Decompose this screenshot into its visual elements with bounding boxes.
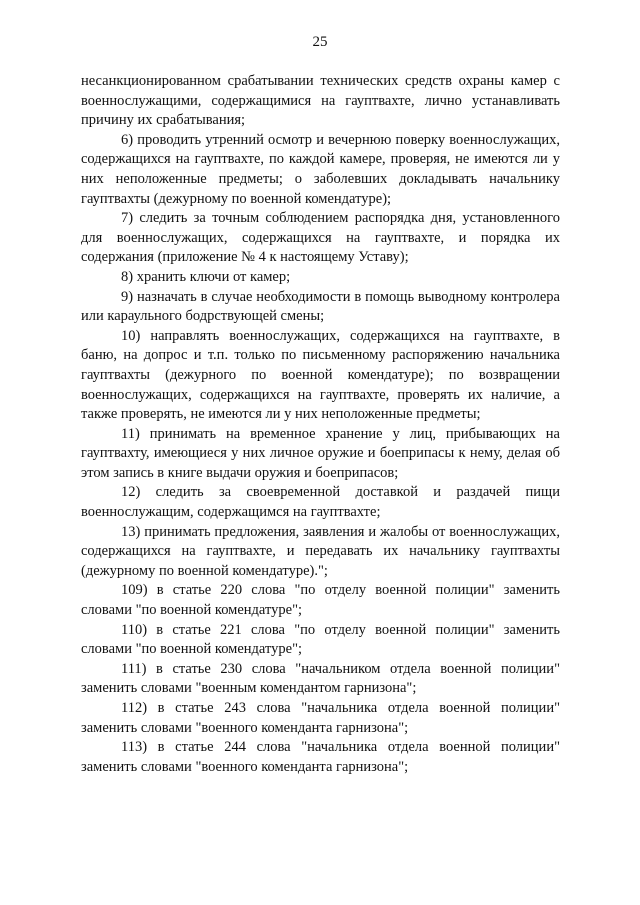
amendment-113: 113) в статье 244 слова "начальника отдела военной полиции" заменить словами "военного коменданта гарнизона"; bbox=[81, 739, 560, 775]
paragraph-item-12: 12) следить за своевременной доставкой и раздачей пищи военнослужащим, содержащимся на гауптвахте; bbox=[81, 484, 560, 521]
amendment-109: 109) в статье 220 слова "по отделу военной полиции" заменить словами "по военной комендатуре"; bbox=[81, 582, 560, 619]
amendment-110: 110) в статье 221 слова "по отделу военной полиции" заменить словами "по военной комендатуре"; bbox=[81, 621, 560, 658]
paragraph-item-6: 6) проводить утренний осмотр и вечернюю поверку военнослужащих, содержащихся на гауптвахте, по каждой камере, проверяя, не имеются ли у них неположенные предметы; о заболевших докладывать начальнику гауптвахты (дежурному по военной комендатуре); bbox=[81, 131, 560, 207]
amendment-112: 112) в статье 243 слова "начальника отдела военной полиции" заменить словами "военного коменданта гарнизона"; bbox=[81, 700, 560, 736]
paragraph-item-13: 13) принимать предложения, заявления и жалобы от военнослужащих, содержащихся на гауптвахте, и передавать их начальнику гауптвахты (дежурному по военной комендатуре)."; bbox=[81, 523, 560, 579]
document-body bbox=[81, 72, 560, 777]
paragraph-item-10: 10) направлять военнослужащих, содержащихся на гауптвахте, в баню, на допрос и т.п. только по письменному распоряжению начальника гауптвахты (дежурного по военной комендатуре); по возвращении военнослужащих, содержащихся на гауптвахте, проверять их наличие, а также проверять, не имеются ли у них неположенные предметы; bbox=[81, 327, 560, 423]
amendment-111: 111) в статье 230 слова "начальником отдела военной полиции" заменить словами "военным комендантом гарнизона"; bbox=[81, 660, 560, 697]
paragraph-item-7: 7) следить за точным соблюдением распорядка дня, установленного для военнослужащих, содержащихся на гауптвахте, и порядка их содержания (приложение № 4 к настоящему Уставу); bbox=[81, 210, 560, 266]
paragraph-item-11: 11) принимать на временное хранение у лиц, прибывающих на гауптвахту, имеющиеся у них личное оружие и боеприпасы к нему, делая об этом запись в книге выдачи оружия и боеприпасов; bbox=[81, 425, 560, 481]
paragraph-item-8: 8) хранить ключи от камер; bbox=[121, 268, 291, 285]
paragraph-item-9: 9) назначать в случае необходимости в помощь выводному контролера или караульного бодрствующей смены; bbox=[81, 288, 560, 325]
page-number: 25 bbox=[312, 34, 328, 50]
paragraph-continuation: несанкционированном срабатывании технических средств охраны камер с военнослужащими, содержащимися на гауптвахте, лично устанавливать причину их срабатывания; bbox=[81, 73, 560, 129]
